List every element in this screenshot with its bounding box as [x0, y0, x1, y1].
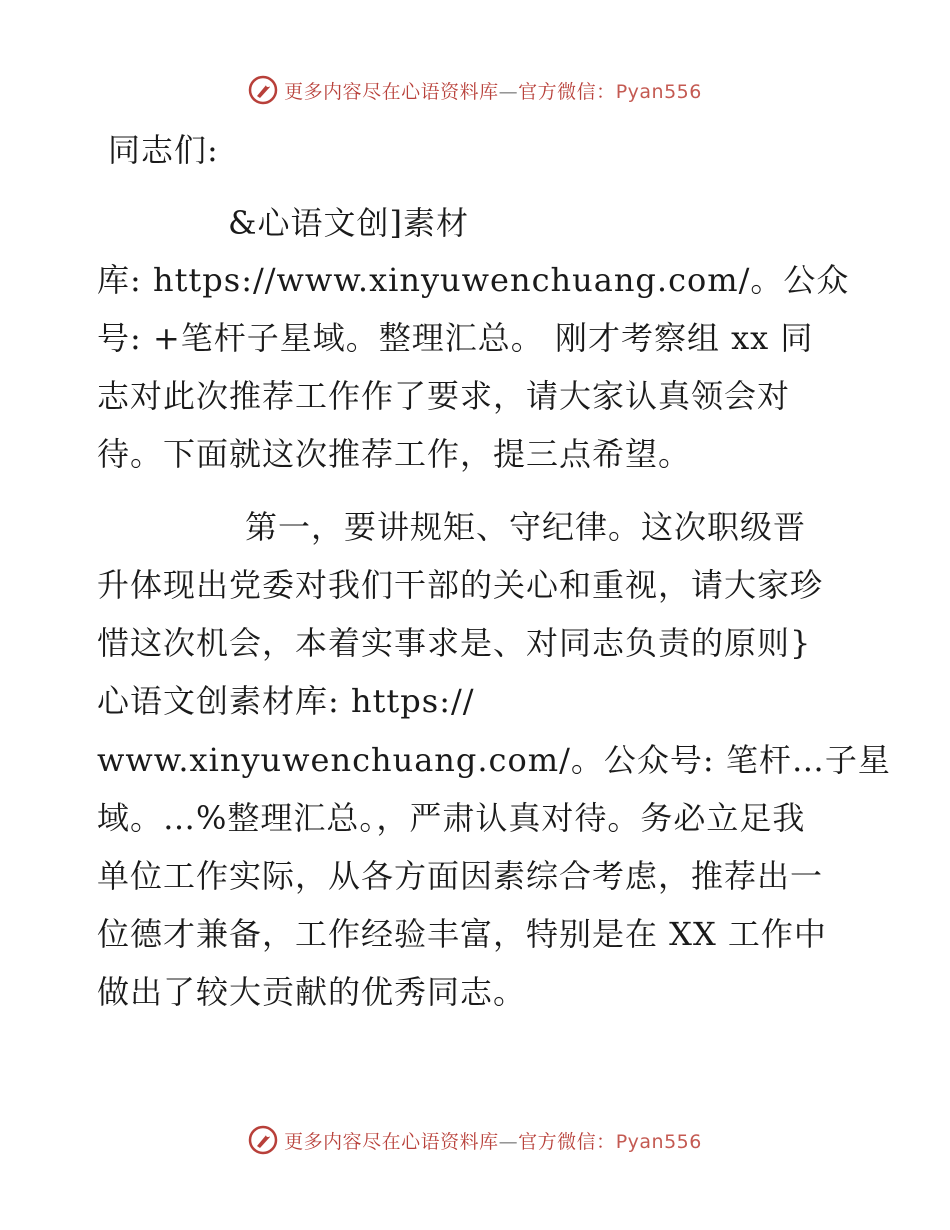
paragraph-line: 惜这次机会，本着实事求是、对同志负责的原则} — [97, 624, 812, 662]
paragraph-line: 域。…%整理汇总。，严肃认真对待。务必立足我 — [97, 799, 806, 837]
footer-banner — [0, 1120, 950, 1160]
paragraph-line: 做出了较大贡献的优秀同志。 — [97, 973, 527, 1011]
pen-nib-logo-icon — [248, 75, 278, 105]
header-banner-text — [284, 77, 702, 104]
paragraph-line: 升体现出党委对我们干部的关心和重视，请大家珍 — [97, 566, 824, 604]
pen-nib-logo-icon — [248, 1125, 278, 1155]
paragraph-line: &心语文创]素材 — [228, 204, 469, 242]
paragraph-line: 库: https://www.xinyuwenchuang.com/。公众 — [97, 261, 850, 299]
paragraph-line: www.xinyuwenchuang.com/。公众号: 笔杆…子星 — [97, 741, 891, 779]
footer-banner-wechat-label: 官方微信： — [518, 1130, 616, 1153]
paragraph-line: 心语文创素材库: https:// — [97, 682, 475, 720]
salutation: 同志们: — [108, 131, 219, 169]
footer-banner-dash: — — [498, 1130, 519, 1153]
paragraph-line: 位德才兼备，工作经验丰富，特别是在 XX 工作中 — [97, 915, 827, 953]
paragraph-line: 单位工作实际，从各方面因素综合考虑，推荐出一 — [97, 857, 824, 895]
paragraph-line: 志对此次推荐工作作了要求，请大家认真领会对 — [97, 377, 791, 415]
header-banner — [0, 70, 950, 110]
footer-banner-main: 更多内容尽在心语资料库 — [284, 1130, 499, 1153]
paragraph-line: 号: +笔杆子星域。整理汇总。 刚才考察组 xx 同 — [97, 319, 814, 357]
header-banner-main: 更多内容尽在心语资料库 — [284, 80, 499, 103]
header-banner-dash: — — [498, 80, 519, 103]
footer-banner-wechat-id: Pyan556 — [615, 1130, 702, 1153]
header-banner-wechat-label: 官方微信： — [518, 80, 616, 103]
paragraph-line: 待。下面就这次推荐工作，提三点希望。 — [97, 435, 692, 473]
footer-banner-text — [284, 1127, 702, 1154]
paragraph-line: 第一，要讲规矩、守纪律。这次职级晋 — [245, 508, 807, 546]
header-banner-wechat-id: Pyan556 — [615, 80, 702, 103]
